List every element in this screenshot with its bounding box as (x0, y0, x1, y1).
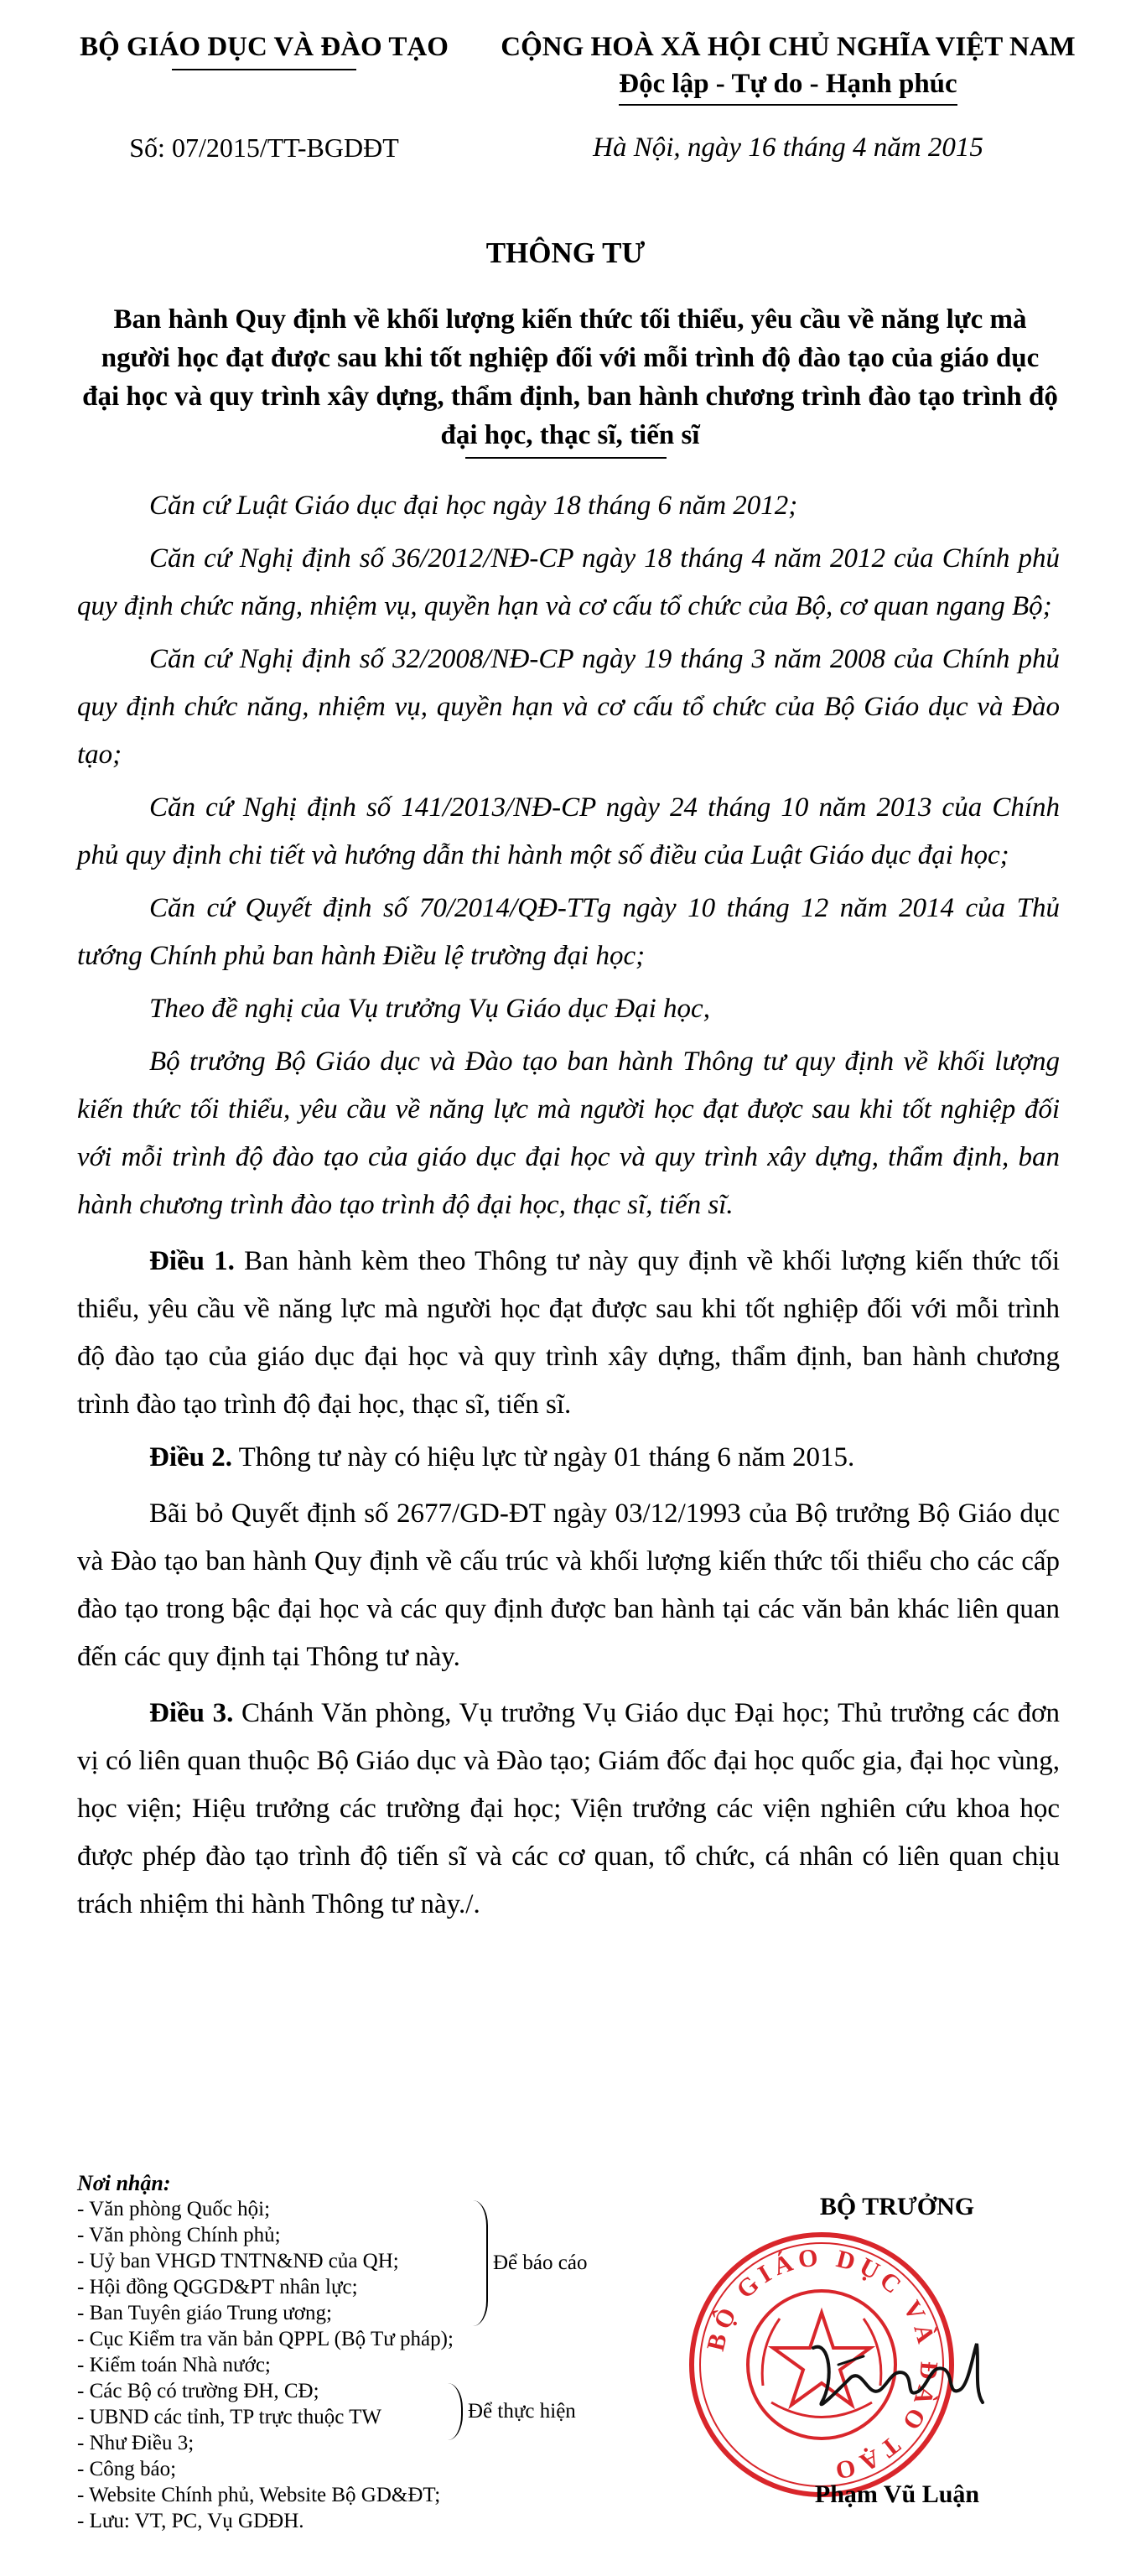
recipient-item: - Công báo; (77, 2458, 177, 2480)
article-3-label: Điều 3. (149, 1698, 234, 1728)
preamble-basis-3: Căn cứ Nghị định số 32/2008/NĐ-CP ngày 19 tháng 3 năm 2008 của Chính phủ quy định chức năng, nhiệm vụ, quyền hạn và cơ cấu tổ chức của Bộ Giáo dục và Đào tạo; (77, 644, 1060, 770)
handwritten-signature-icon (805, 2331, 989, 2423)
subject-underline (465, 457, 667, 459)
preamble-proposal: Theo đề nghị của Vụ trưởng Vụ Giáo dục Đại học, (149, 994, 710, 1024)
article-1-label: Điều 1. (149, 1246, 235, 1276)
recipient-item: - Như Điều 3; (77, 2432, 195, 2454)
implement-group-note: Để thực hiện (468, 2400, 576, 2423)
recipient-item: - Website Chính phủ, Website Bộ GD&ĐT; (77, 2484, 441, 2506)
recipient-item: - UBND các tỉnh, TP trực thuộc TW (77, 2406, 382, 2428)
recipients-list (77, 2196, 681, 2534)
recipients-block (77, 2170, 681, 2534)
issuing-agency: BỘ GIÁO DỤC VÀ ĐÀO TẠO (80, 32, 449, 62)
article-2-text: Thông tư này có hiệu lực từ ngày 01 tháng 6 năm 2015. (232, 1442, 855, 1472)
national-motto: Độc lập - Tự do - Hạnh phúc (619, 65, 957, 106)
article-2 (77, 1434, 1060, 1482)
recipient-item: - Hội đồng QGGD&PT nhân lực; (77, 2276, 358, 2298)
signer-name: Phạm Vũ Luận (814, 2480, 980, 2508)
issuing-agency-block (59, 29, 470, 70)
recipient-item: - Kiểm toán Nhà nước; (77, 2354, 271, 2376)
preamble-basis-4: Căn cứ Nghị định số 141/2013/NĐ-CP ngày 24 tháng 10 năm 2013 của Chính phủ quy định chi tiết và hướng dẫn thi hành một số điều của Luật Giáo dục đại học; (77, 792, 1060, 870)
document-number: Số: 07/2015/TT-BGDĐT (129, 132, 399, 163)
recipient-item: - Văn phòng Quốc hội; (77, 2198, 271, 2220)
seal-text: BỘ GIÁO DỤC VÀ ĐÀO TẠO (701, 2243, 943, 2486)
article-2-label: Điều 2. (149, 1442, 232, 1472)
preamble-basis-5: Căn cứ Quyết định số 70/2014/QĐ-TTg ngày 10 tháng 12 năm 2014 của Thủ tướng Chính phủ ban hành Điều lệ trường đại học; (77, 893, 1060, 971)
recipient-item: - Cục Kiểm tra văn bản QPPL (Bộ Tư pháp); (77, 2328, 454, 2350)
recipient-item: - Ban Tuyên giáo Trung ương; (77, 2302, 332, 2324)
recipients-title: Nơi nhận: (77, 2171, 171, 2195)
recipient-item: - Văn phòng Chính phủ; (77, 2224, 281, 2246)
preamble-basis-2: Căn cứ Nghị định số 36/2012/NĐ-CP ngày 18 tháng 4 năm 2012 của Chính phủ quy định chức năng, nhiệm vụ, quyền hạn và cơ cấu tổ chức của Bộ, cơ quan ngang Bộ; (77, 543, 1060, 621)
document-subject: Ban hành Quy định về khối lượng kiến thức tối thiểu, yêu cầu về năng lực mà người học đạt được sau khi tốt nghiệp đối với mỗi trình độ đào tạo của giáo dục đại học và quy trình xây dựng, thẩm định, ban hành chương trình đào tạo trình độ đại học, thạc sĩ, tiến sĩ (82, 304, 1058, 450)
article-2-repeal: Bãi bỏ Quyết định số 2677/GD-ĐT ngày 03/12/1993 của Bộ trưởng Bộ Giáo dục và Đào tạo ban hành Quy định về cấu trúc và khối lượng kiến thức tối thiểu cho các cấp đào tạo trong bậc đại học và các quy định được ban hành tại các văn bản khác liên quan đến các quy định tại Thông tư này. (77, 1498, 1060, 1672)
article-1 (77, 1238, 1060, 1429)
report-group-note: Để báo cáo (493, 2251, 588, 2274)
signer-title: BỘ TRƯỞNG (819, 2193, 975, 2220)
recipient-item: - Lưu: VT, PC, Vụ GDĐH. (77, 2510, 304, 2532)
article-3-text: Chánh Văn phòng, Vụ trưởng Vụ Giáo dục Đại học; Thủ trưởng các đơn vị có liên quan thuộc Bộ Giáo dục và Đào tạo; Giám đốc đại học quốc gia, đại học vùng, học viện; Hiệu trưởng các trường đại học; Viện trưởng các viện nghiên cứu khoa học được phép đào tạo trình độ tiến sĩ và các cơ quan, tổ chức, cá nhân có liên quan chịu trách nhiệm thi hành Thông tư này./. (77, 1698, 1060, 1919)
preamble-basis-1: Căn cứ Luật Giáo dục đại học ngày 18 tháng 6 năm 2012; (149, 491, 798, 521)
article-1-text: Ban hành kèm theo Thông tư này quy định về khối lượng kiến thức tối thiểu, yêu cầu về năng lực mà người học đạt được sau khi tốt nghiệp đối với mỗi trình độ đào tạo của giáo dục đại học và quy trình xây dựng, thẩm định, ban hành chương trình đào tạo trình độ đại học, thạc sĩ, tiến sĩ. (77, 1246, 1060, 1420)
document-body (77, 482, 1060, 1929)
recipient-item: - Các Bộ có trường ĐH, CĐ; (77, 2380, 319, 2402)
country-name: CỘNG HOÀ XÃ HỘI CHỦ NGHĨA VIỆT NAM (501, 32, 1076, 62)
article-3 (77, 1690, 1060, 1929)
national-title-block (495, 29, 1082, 106)
place-and-date: Hà Nội, ngày 16 tháng 4 năm 2015 (593, 132, 983, 163)
recipient-item: - Uỷ ban VHGD TNTN&NĐ của QH; (77, 2250, 399, 2272)
preamble-enactment: Bộ trưởng Bộ Giáo dục và Đào tạo ban hành Thông tư quy định về khối lượng kiến thức tối thiểu, yêu cầu về năng lực mà người học đạt được sau khi tốt nghiệp đối với mỗi trình độ đào tạo của giáo dục đại học và quy trình xây dựng, thẩm định, ban hành chương trình đào tạo trình độ đại học, thạc sĩ, tiến sĩ. (77, 1046, 1060, 1220)
agency-underline (172, 69, 356, 70)
report-group-brace (471, 2200, 488, 2326)
document-type: THÔNG TƯ (485, 236, 646, 269)
